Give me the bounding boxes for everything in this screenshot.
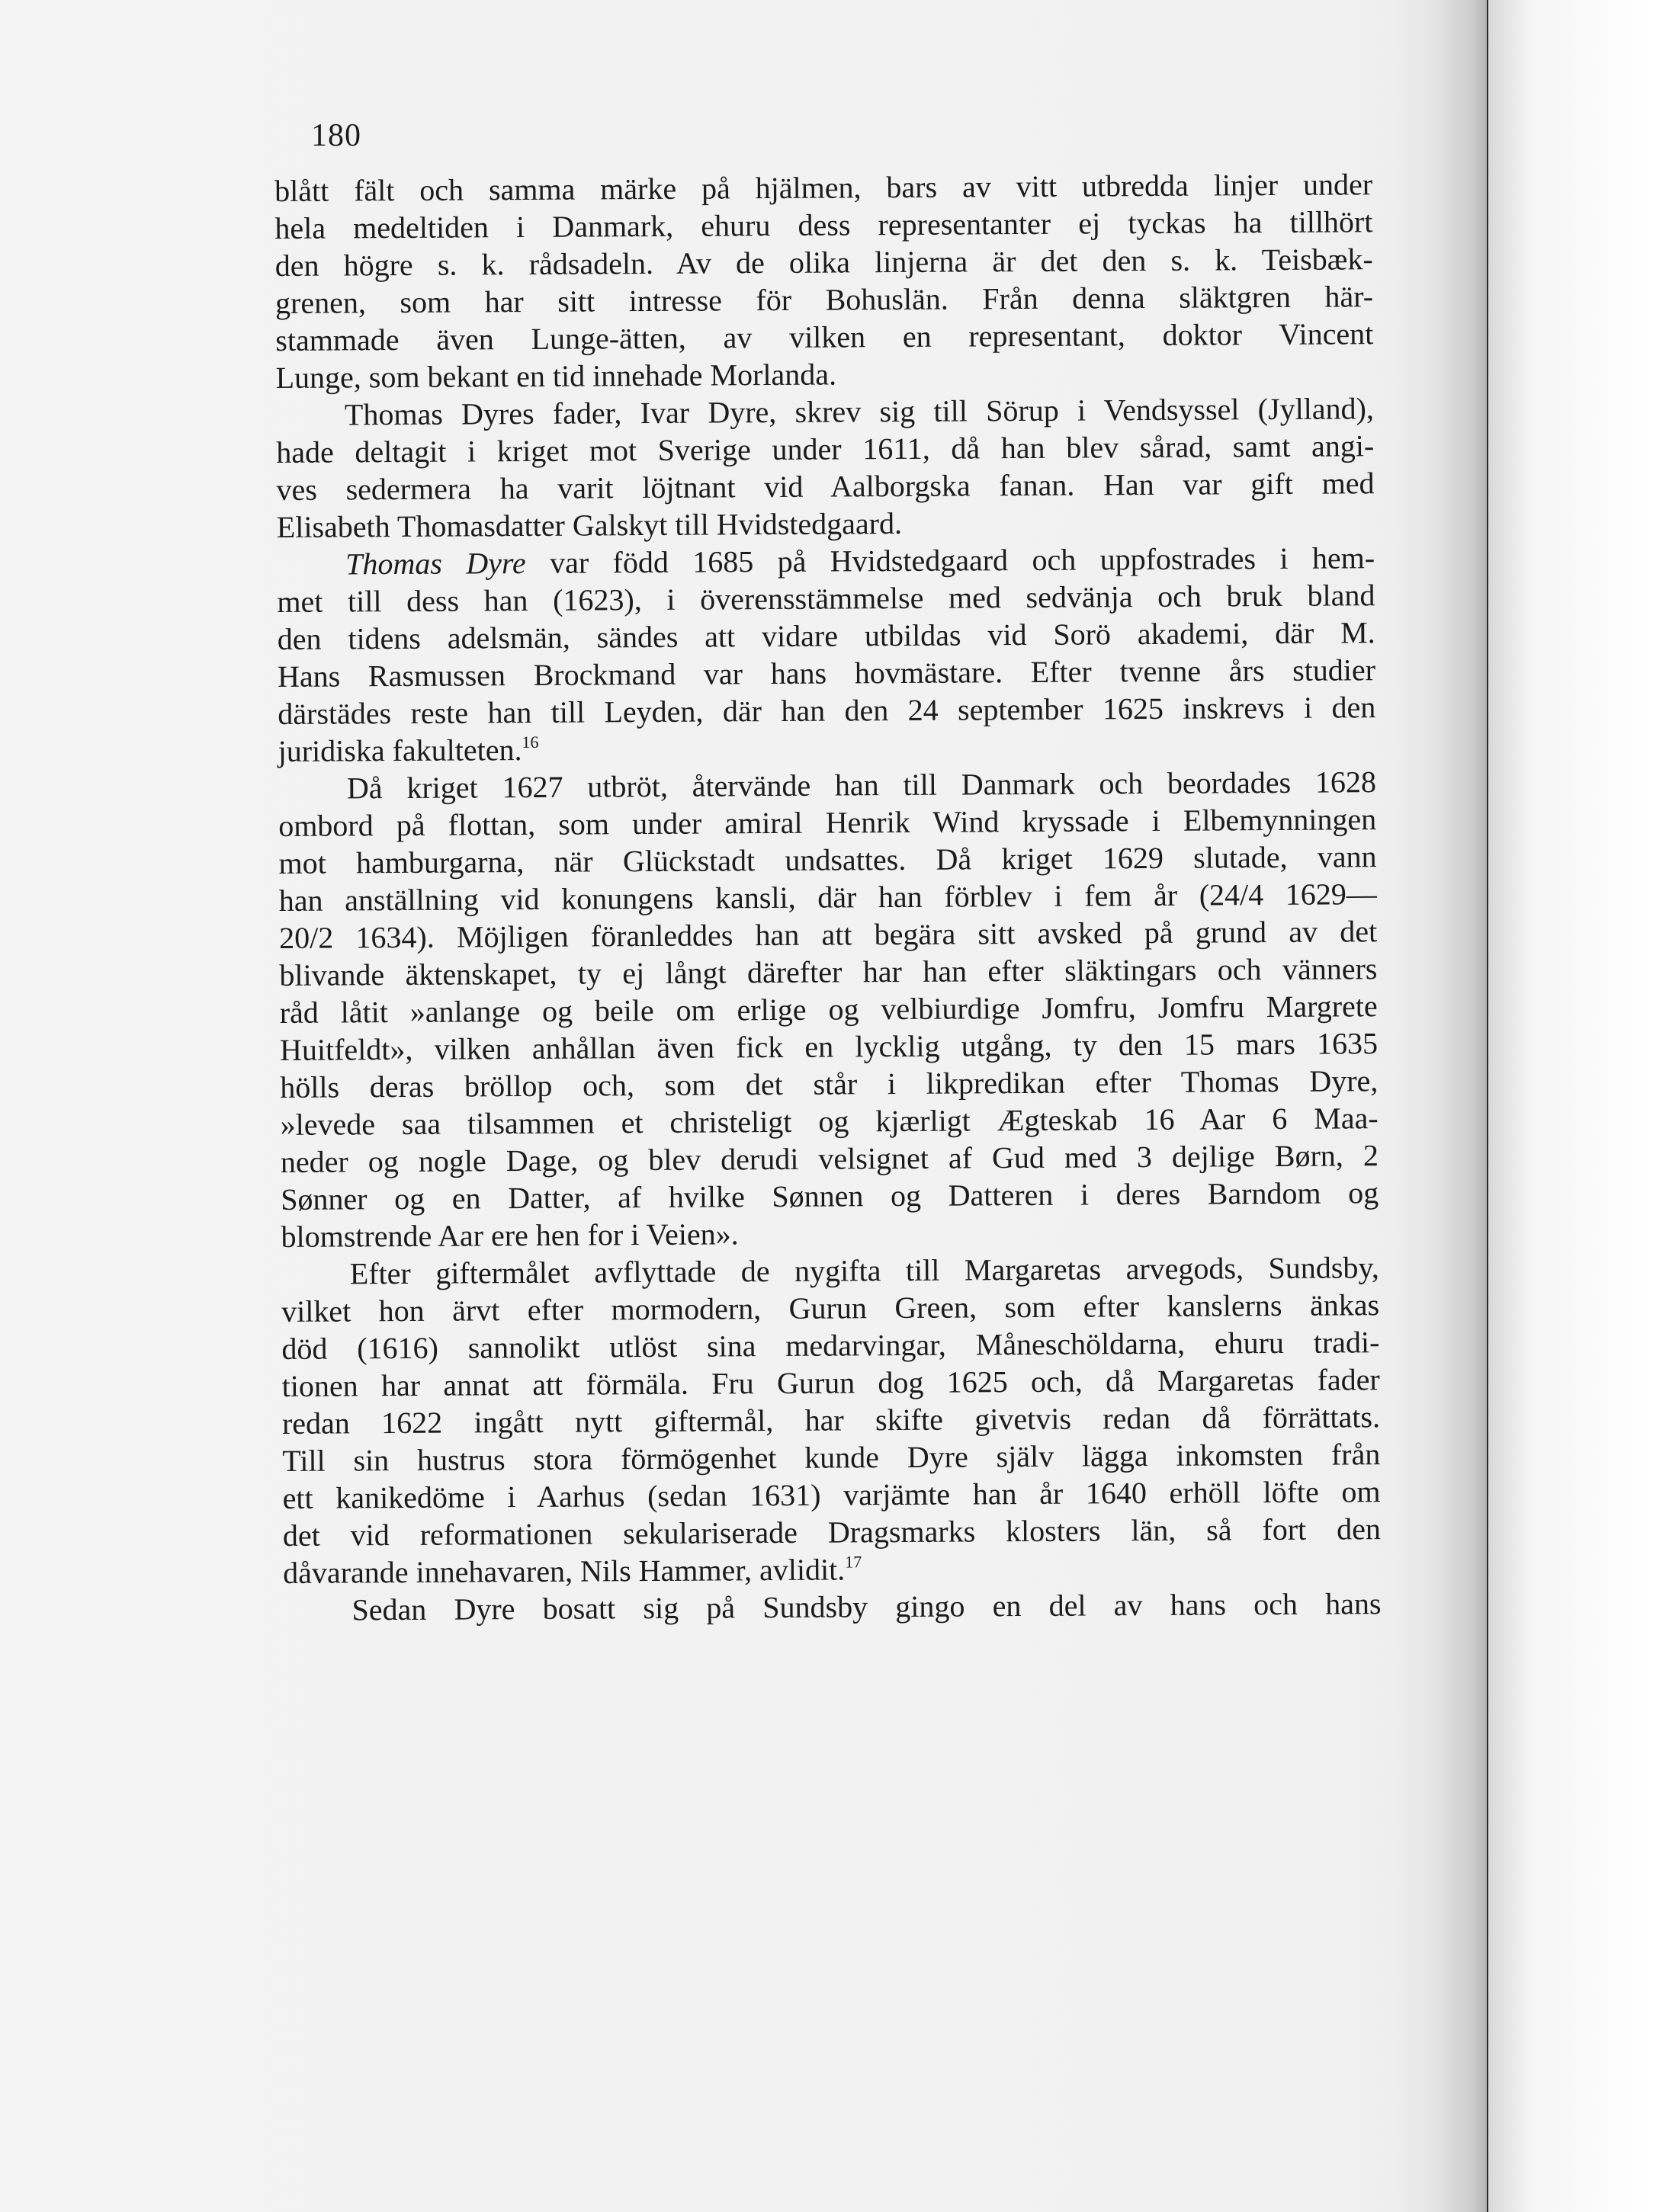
text-span: dåvarande innehavaren, Nils Hammer, avlidit.: [283, 1552, 846, 1590]
text-line: ves sedermera ha varit löjtnant vid Aalborgska fanan. Han var gift med: [276, 466, 1375, 507]
text-line: Sønner og en Datter, af hvilke Sønnen og Datteren i deres Barndom og: [281, 1175, 1379, 1217]
text-line: Till sin hustrus stora förmögenhet kunde Dyre själv lägga inkomsten från: [282, 1437, 1381, 1478]
text-line: ett kanikedöme i Aarhus (sedan 1631) varjämte han år 1640 erhöll löfte om: [282, 1474, 1381, 1515]
text-line: död (1616) sannolikt utlöst sina medarvingar, Måneschöldarna, ehuru tradi-: [281, 1325, 1380, 1366]
text-line: [283, 1547, 1381, 1592]
text-line: »levede saa tilsammen et christeligt og kjærligt Ægteskab 16 Aar 6 Maa-: [280, 1101, 1379, 1142]
text-line: blomstrende Aar ere hen for i Veien».: [281, 1217, 739, 1254]
text-line: [277, 539, 1375, 583]
footnote-marker: 16: [522, 732, 539, 752]
text-line: hade deltagit i kriget mot Sverige under 1611, då han blev sårad, samt angi-: [276, 428, 1375, 470]
text-line: ombord på flottan, som under amiral Henrik Wind kryssade i Elbemynningen: [278, 802, 1377, 843]
italic-name: Thomas Dyre: [345, 545, 526, 582]
text-line: det vid reformationen sekulariserade Dragsmarks klosters län, så fort den: [282, 1512, 1382, 1553]
text-line: neder og nogle Dage, og blev derudi velsignet af Gud med 3 dejlige Børn, 2: [280, 1138, 1379, 1179]
text-line: Efter giftermålet avflyttade de nygifta till Margaretas arvegods, Sundsby,: [349, 1250, 1379, 1291]
text-span: juridiska fakulteten.: [278, 733, 522, 768]
page-number: 180: [311, 118, 361, 153]
text-line: blivande äktenskapet, ty ej långt därefter har han efter släktingars och vänners: [279, 951, 1378, 992]
text-line: den högre s. k. rådsadeln. Av de olika linjerna är det den s. k. Teisbæk-: [274, 242, 1373, 283]
text-line: tionen har annat att förmäla. Fru Gurun dog 1625 och, då Margaretas fader: [281, 1362, 1380, 1403]
text-line: vilket hon ärvt efter mormodern, Gurun Green, som efter kanslerns änkas: [281, 1287, 1380, 1329]
text-line: blått fält och samma märke på hjälmen, bars av vitt utbredda linjer under: [274, 167, 1373, 208]
text-line: Då kriget 1627 utbröt, återvände han till Danmark och beordades 1628: [346, 765, 1377, 806]
text-span: var född 1685 på Hvidstedgaard och uppfostrades i hem-: [525, 540, 1375, 580]
text-line: stammade även Lunge-ätten, av vilken en representant, doktor Vincent: [275, 316, 1374, 357]
text-line: mot hamburgarna, när Glückstadt undsattes. Då kriget 1629 slutade, vann: [278, 839, 1377, 880]
text-line: Sedan Dyre bosatt sig på Sundsby gingo en del av hans och hans: [351, 1586, 1382, 1627]
text-line: Elisabeth Thomasdatter Galskyt till Hvidstedgaard.: [276, 505, 903, 544]
text-line: [278, 726, 1375, 770]
text-line: 20/2 1634). Möjligen föranleddes han att begära sitt avsked på grund av det: [278, 914, 1378, 955]
text-line: grenen, som har sitt intresse för Bohuslän. Från denna släktgren här-: [274, 279, 1374, 320]
text-line: råd låtit »anlange og beile om erlige og velbiurdige Jomfru, Jomfru Margrete: [279, 989, 1378, 1030]
footnote-marker: 17: [845, 1552, 862, 1572]
text-line: han anställning vid konungens kansli, där han förblev i fem år (24/4 1629—: [278, 877, 1377, 918]
text-line: därstädes reste han till Leyden, där han den 24 september 1625 inskrevs i den: [278, 690, 1376, 731]
text-line: hela medeltiden i Danmark, ehuru dess representanter ej tyckas ha tillhört: [274, 204, 1373, 245]
text-line: Huitfeldt», vilken anhållan även fick en lycklig utgång, ty den 15 mars 1635: [279, 1026, 1379, 1067]
page-gutter-shadow: [1395, 0, 1487, 2212]
text-line: Hans Rasmussen Brockmand var hans hovmästare. Efter tvenne års studier: [277, 652, 1376, 694]
text-line: redan 1622 ingått nytt giftermål, har skifte givetvis redan då förrättats.: [281, 1399, 1381, 1441]
text-line: met till dess han (1623), i överensstämmelse med sedvänja och bruk bland: [277, 578, 1375, 619]
text-line: den tidens adelsmän, sändes att vidare utbildas vid Sorö akademi, där M.: [277, 615, 1375, 656]
text-line: hölls deras bröllop och, som det står i likpredikan efter Thomas Dyre,: [280, 1063, 1379, 1104]
facing-page-edge: [1488, 0, 1653, 2212]
text-line: Thomas Dyres fader, Ivar Dyre, skrev sig till Sörup i Vendsyssel (Jylland),: [344, 391, 1375, 432]
body-text: [274, 165, 1382, 1629]
text-line: Lunge, som bekant en tid innehade Morlanda.: [275, 357, 837, 395]
